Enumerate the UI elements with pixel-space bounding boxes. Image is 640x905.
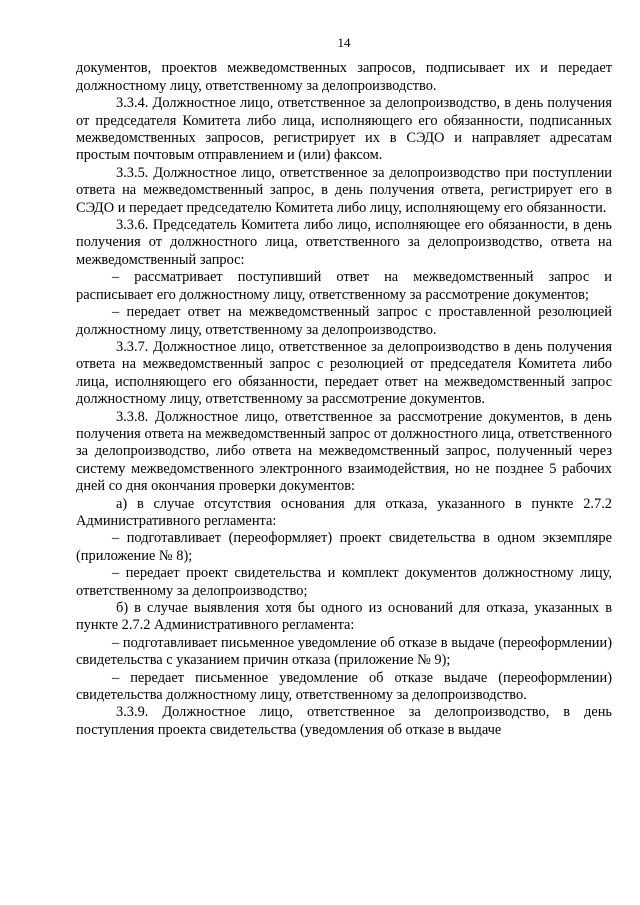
paragraph-case-b: б) в случае выявления хотя бы одного из оснований для отказа, указанных в пункте 2.7.2 Административного регламента: — [76, 600, 612, 634]
list-item-prepare-certificate: – подготавливает (переоформляет) проект свидетельства в одном экземпляре (приложение № 8); — [76, 530, 612, 564]
paragraph-continuation: документов, проектов межведомственных запросов, подписывает их и передает должностному лицу, ответственному за делопроизводство. — [76, 60, 612, 94]
list-item-pass-response: – передает ответ на межведомственный запрос с проставленной резолюцией должностному лицу, ответственному за делопроизводство. — [76, 304, 612, 338]
paragraph-3-3-5: 3.3.5. Должностное лицо, ответственное за делопроизводство при поступлении ответа на межведомственный запрос, в день получения ответа, регистрирует его в СЭДО и передает председателю Комитета либо лицу, исполняющему его обязанности. — [76, 164, 612, 216]
paragraph-3-3-9: 3.3.9. Должностное лицо, ответственное за делопроизводство, в день поступления проекта свидетельства (уведомления об отказе в выдаче — [76, 704, 612, 738]
paragraph-3-3-8: 3.3.8. Должностное лицо, ответственное за рассмотрение документов, в день получения ответа на межведомственный запрос от должностного лица, ответственного за делопроизводство, либо ответа на межведомственный запрос, полученный через систему межведомственного электронного взаимодействия, но не позднее 5 рабочих дней со дня окончания проверки документов: — [76, 408, 612, 495]
page-number: 14 — [337, 35, 351, 50]
list-item-review-response: – рассматривает поступивший ответ на межведомственный запрос и расписывает его должностному лицу, ответственному за рассмотрение документов; — [76, 269, 612, 303]
paragraph-3-3-6: 3.3.6. Председатель Комитета либо лицо, исполняющее его обязанности, в день получения от должностного лица, ответственного за делопроизводство, ответа на межведомственный запрос: — [76, 217, 612, 268]
document-page — [76, 34, 612, 739]
list-item-prepare-refusal: – подготавливает письменное уведомление об отказе в выдаче (переоформлении) свидетельства с указанием причин отказа (приложение № 9); — [76, 634, 612, 669]
paragraph-3-3-4: 3.3.4. Должностное лицо, ответственное за делопроизводство, в день получения от председателя Комитета либо лица, исполняющего его обязанности, подписанных межведомственных запросов, регистрирует их в СЭДО и направляет адресатам простым почтовым отправлением и (или) факсом. — [76, 95, 612, 164]
paragraph-case-a: а) в случае отсутствия основания для отказа, указанного в пункте 2.7.2 Административного регламента: — [76, 495, 612, 529]
list-item-pass-certificate: – передает проект свидетельства и комплект документов должностному лицу, ответственному за делопроизводство; — [76, 565, 612, 599]
list-item-pass-refusal: – передает письменное уведомление об отказе выдаче (переоформлении) свидетельства должностному лицу, ответственному за делопроизводство. — [76, 669, 612, 704]
paragraph-3-3-7: 3.3.7. Должностное лицо, ответственное за делопроизводство в день получения ответа на межведомственный запрос с резолюцией от председателя Комитета либо лица, исполняющего его обязанности, передает ответ на межведомственный запрос должностному лицу, ответственному за рассмотрение документов. — [76, 338, 612, 408]
